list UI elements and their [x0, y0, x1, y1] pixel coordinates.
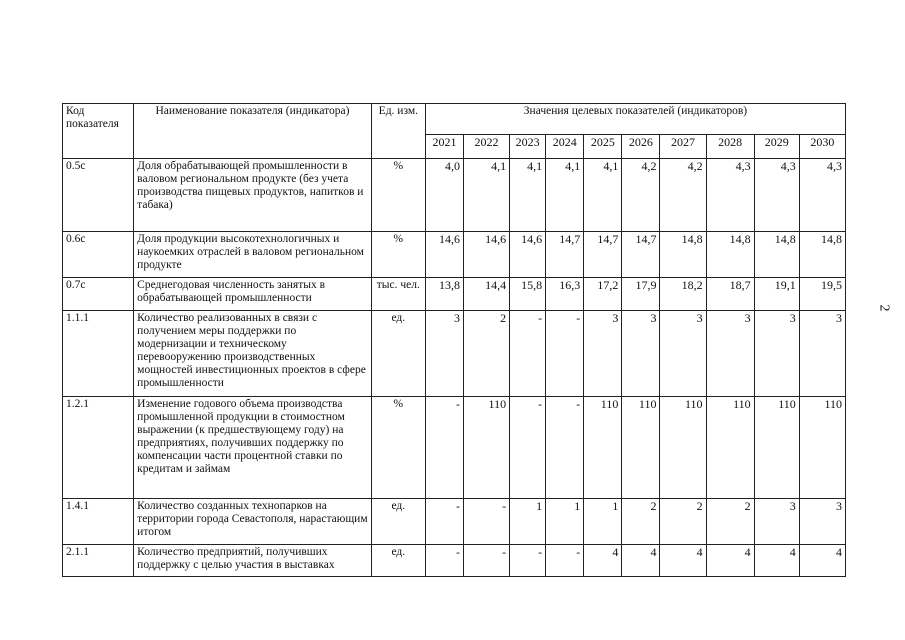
header-year: 2026 — [622, 135, 660, 159]
indicator-unit: ед. — [371, 499, 425, 545]
indicator-value: 110 — [463, 397, 509, 499]
indicator-value: 14,8 — [660, 232, 706, 278]
indicator-value: 3 — [584, 311, 622, 397]
indicator-name: Количество реализованных в связи с получением меры поддержки по модернизации и техническому перевооружению производственных мощностей инвестиционных проектов в сфере промышленности — [134, 311, 372, 397]
indicator-name: Количество предприятий, получивших поддержку с целью участия в выставках — [134, 545, 372, 577]
indicator-value: - — [463, 545, 509, 577]
indicator-code: 2.1.1 — [63, 545, 134, 577]
indicator-name: Изменение годового объема производства промышленной продукции в стоимостном выражении (к предшествующему году) на предприятиях, получивших поддержку по компенсации части процентной ставки по кредитам и займам — [134, 397, 372, 499]
indicator-value: 14,6 — [425, 232, 463, 278]
indicator-value: 18,7 — [706, 278, 754, 311]
indicator-value: 18,2 — [660, 278, 706, 311]
page-number: 2 — [876, 304, 892, 312]
header-values-group: Значения целевых показателей (индикаторов) — [425, 104, 845, 135]
indicator-value: 110 — [706, 397, 754, 499]
indicator-value: 3 — [425, 311, 463, 397]
indicator-value: 3 — [622, 311, 660, 397]
table-body — [63, 159, 846, 577]
indicator-value: 4,0 — [425, 159, 463, 232]
indicator-value: 3 — [799, 311, 845, 397]
indicator-value: 14,7 — [546, 232, 584, 278]
indicator-value: 16,3 — [546, 278, 584, 311]
table-row — [63, 159, 846, 232]
indicator-value: - — [425, 397, 463, 499]
table-header — [63, 104, 846, 159]
header-name: Наименование показателя (индикатора) — [134, 104, 372, 159]
indicator-value: 3 — [754, 499, 799, 545]
indicator-value: 3 — [660, 311, 706, 397]
indicator-value: 4 — [706, 545, 754, 577]
indicator-value: 14,8 — [706, 232, 754, 278]
indicator-unit: тыс. чел. — [371, 278, 425, 311]
header-year: 2025 — [584, 135, 622, 159]
indicator-code: 1.1.1 — [63, 311, 134, 397]
indicator-value: 3 — [754, 311, 799, 397]
indicator-value: 4,1 — [510, 159, 546, 232]
indicator-value: 14,6 — [510, 232, 546, 278]
indicator-value: 4,3 — [799, 159, 845, 232]
indicator-value: 15,8 — [510, 278, 546, 311]
indicator-value: - — [510, 397, 546, 499]
indicator-value: 19,5 — [799, 278, 845, 311]
indicator-value: 14,8 — [754, 232, 799, 278]
indicator-value: - — [425, 499, 463, 545]
indicator-value: 3 — [799, 499, 845, 545]
table-row — [63, 232, 846, 278]
indicator-value: - — [510, 545, 546, 577]
indicator-value: 4,1 — [584, 159, 622, 232]
table-row — [63, 278, 846, 311]
indicator-value: 110 — [660, 397, 706, 499]
indicator-unit: % — [371, 159, 425, 232]
indicator-value: 14,8 — [799, 232, 845, 278]
indicator-code: 0.7c — [63, 278, 134, 311]
indicator-value: - — [546, 397, 584, 499]
indicator-value: 17,2 — [584, 278, 622, 311]
indicator-value: 110 — [584, 397, 622, 499]
indicator-unit: ед. — [371, 311, 425, 397]
indicator-unit: % — [371, 397, 425, 499]
indicator-code: 0.6c — [63, 232, 134, 278]
header-year: 2028 — [706, 135, 754, 159]
indicator-value: 19,1 — [754, 278, 799, 311]
indicator-value: 2 — [463, 311, 509, 397]
table-row — [63, 397, 846, 499]
indicator-code: 1.2.1 — [63, 397, 134, 499]
indicator-unit: % — [371, 232, 425, 278]
indicator-value: 4,1 — [546, 159, 584, 232]
indicator-code: 1.4.1 — [63, 499, 134, 545]
indicator-value: 14,7 — [622, 232, 660, 278]
indicator-value: 4,3 — [754, 159, 799, 232]
indicator-value: 4 — [622, 545, 660, 577]
indicator-value: 4 — [660, 545, 706, 577]
table-row — [63, 545, 846, 577]
indicator-unit: ед. — [371, 545, 425, 577]
indicator-value: 4 — [754, 545, 799, 577]
indicator-value: 4,3 — [706, 159, 754, 232]
header-code: Код показателя — [63, 104, 134, 159]
indicator-value: 2 — [660, 499, 706, 545]
indicator-code: 0.5c — [63, 159, 134, 232]
indicator-value: 2 — [622, 499, 660, 545]
indicator-value: 4,2 — [660, 159, 706, 232]
indicator-value: 110 — [622, 397, 660, 499]
indicator-value: 2 — [706, 499, 754, 545]
header-year: 2022 — [463, 135, 509, 159]
header-year: 2029 — [754, 135, 799, 159]
header-year: 2023 — [510, 135, 546, 159]
header-year: 2024 — [546, 135, 584, 159]
indicator-value: 4 — [584, 545, 622, 577]
indicator-value: 1 — [546, 499, 584, 545]
header-year: 2027 — [660, 135, 706, 159]
indicator-value: - — [546, 545, 584, 577]
indicator-value: 14,6 — [463, 232, 509, 278]
indicator-value: 4,2 — [622, 159, 660, 232]
indicator-value: - — [425, 545, 463, 577]
indicator-name: Доля продукции высокотехнологичных и наукоемких отраслей в валовом региональном продукте — [134, 232, 372, 278]
indicator-value: 1 — [510, 499, 546, 545]
indicator-value: - — [510, 311, 546, 397]
indicator-value: - — [546, 311, 584, 397]
indicator-name: Среднегодовая численность занятых в обрабатывающей промышленности — [134, 278, 372, 311]
indicator-value: 110 — [799, 397, 845, 499]
table-row — [63, 311, 846, 397]
indicators-table — [62, 103, 846, 577]
indicator-value: - — [463, 499, 509, 545]
indicator-value: 13,8 — [425, 278, 463, 311]
header-unit: Ед. изм. — [371, 104, 425, 159]
indicator-value: 14,7 — [584, 232, 622, 278]
indicator-value: 14,4 — [463, 278, 509, 311]
indicator-value: 3 — [706, 311, 754, 397]
indicator-value: 110 — [754, 397, 799, 499]
indicator-value: 4 — [799, 545, 845, 577]
header-year: 2030 — [799, 135, 845, 159]
header-year: 2021 — [425, 135, 463, 159]
table-row — [63, 499, 846, 545]
indicator-value: 1 — [584, 499, 622, 545]
indicator-name: Доля обрабатывающей промышленности в валовом региональном продукте (без учета производства пищевых продуктов, напитков и табака) — [134, 159, 372, 232]
indicator-value: 4,1 — [463, 159, 509, 232]
indicator-name: Количество созданных технопарков на территории города Севастополя, нарастающим итогом — [134, 499, 372, 545]
indicator-value: 17,9 — [622, 278, 660, 311]
